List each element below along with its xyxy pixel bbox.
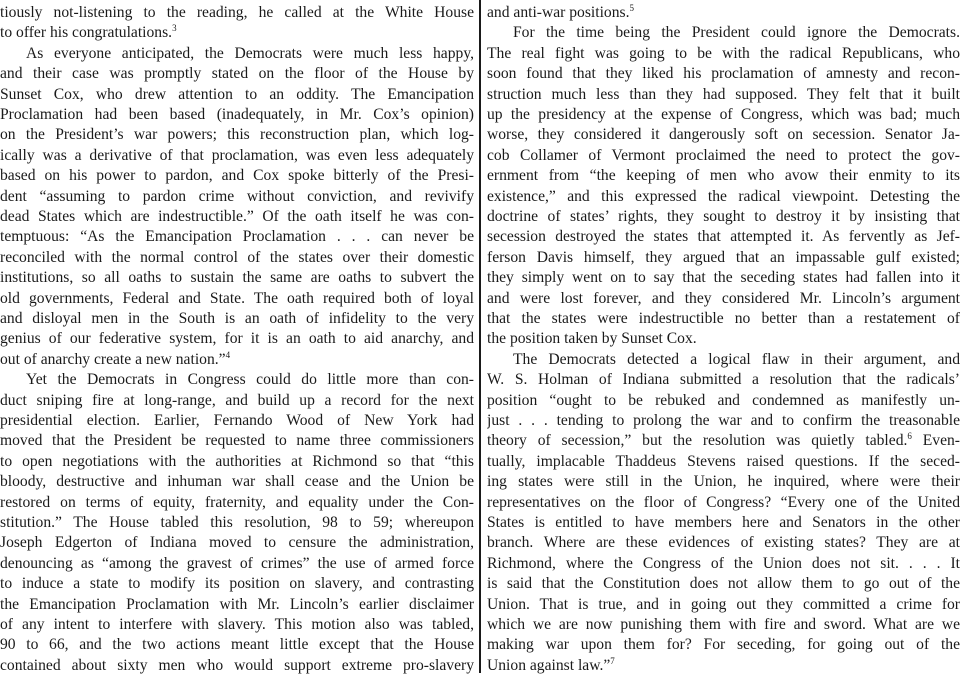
line-text: the position taken by Sunset Cox. bbox=[487, 330, 697, 348]
text-line bbox=[0, 43, 474, 64]
line-text: existence,” and this expressed the radical viewpoint. Detesting the bbox=[487, 187, 960, 205]
line-text: out of anarchy create a new nation.” bbox=[0, 350, 226, 368]
line-text: tiously not-listening to the reading, he called at the White House bbox=[0, 4, 474, 21]
line-text: to open negotiations with the authorities at Richmond so that “this bbox=[0, 452, 474, 470]
text-line bbox=[487, 267, 960, 288]
text-line bbox=[0, 206, 474, 227]
text-line bbox=[487, 43, 960, 64]
text-line bbox=[0, 104, 474, 125]
text-line bbox=[0, 349, 474, 370]
line-text: The Democrats detected a logical flaw in their argument, and bbox=[513, 350, 960, 368]
line-text: temptuous: “As the Emancipation Proclamation . . . can never be bbox=[0, 228, 474, 246]
text-line bbox=[0, 369, 474, 390]
line-text: and were lost forever, and they considered Mr. Lincoln’s argument bbox=[487, 289, 960, 307]
line-text-tail: Even- bbox=[911, 432, 960, 450]
text-line bbox=[0, 267, 474, 288]
text-line bbox=[487, 104, 960, 125]
line-text: making war upon them for? For seceding, for going out of the bbox=[487, 636, 960, 654]
text-line bbox=[487, 532, 960, 553]
text-line bbox=[0, 145, 474, 166]
text-line bbox=[487, 22, 960, 43]
text-line bbox=[487, 84, 960, 105]
line-text: Union against law.” bbox=[487, 656, 611, 674]
text-line bbox=[487, 390, 960, 411]
line-text: theory of secession,” but the resolution was quietly tabled. bbox=[487, 432, 908, 450]
line-text: and anti-war positions. bbox=[487, 4, 630, 21]
text-line bbox=[0, 512, 474, 533]
text-line bbox=[0, 328, 474, 349]
text-line bbox=[0, 532, 474, 553]
line-text: Proclamation had been based (inadequately, in Mr. Cox’s opinion) bbox=[0, 106, 474, 123]
line-text: representatives on the floor of Congress? “Every one of the United bbox=[487, 493, 960, 511]
text-line bbox=[0, 124, 474, 145]
text-line bbox=[0, 492, 474, 513]
line-text: old governments, Federal and State. The oath required both of loyal bbox=[0, 289, 474, 307]
line-text: dent “assuming to pardon crime without conviction, and revivify bbox=[0, 187, 474, 205]
text-line bbox=[487, 349, 960, 370]
line-text: soon found that they liked his proclamation of amnesty and recon- bbox=[487, 65, 960, 83]
line-text: institutions, so all oaths to sustain the same are oaths to subvert the bbox=[0, 269, 474, 287]
line-text: Richmond, where the Congress of the Union does not sit. . . . It bbox=[487, 554, 960, 572]
line-text: genius of our federative system, for it is an oath to aid anarchy, and bbox=[0, 330, 474, 348]
text-line bbox=[487, 471, 960, 492]
line-text: ically was a derivative of that proclamation, was even less adequately bbox=[0, 146, 474, 164]
text-line bbox=[487, 410, 960, 431]
text-line bbox=[0, 410, 474, 431]
text-line bbox=[0, 2, 474, 23]
column-divider bbox=[479, 0, 481, 673]
text-line bbox=[0, 186, 474, 207]
line-text: stitution.” The House tabled this resolution, 98 to 59; whereupon bbox=[0, 514, 474, 531]
line-text: and their case was promptly stated on the floor of the House by bbox=[0, 65, 474, 83]
line-text: struction much less than they had supposed. They felt that it built bbox=[487, 85, 960, 103]
line-text: on the President’s war powers; this reconstruction plan, which log- bbox=[0, 126, 474, 144]
line-text: W. S. Holman of Indiana submitted a resolution that the radicals’ bbox=[487, 371, 960, 389]
line-text: denouncing as “among the gravest of crimes” the use of armed force bbox=[0, 554, 474, 572]
text-line bbox=[0, 288, 474, 309]
text-line bbox=[0, 573, 474, 594]
text-line bbox=[487, 492, 960, 513]
line-text: the Emancipation Proclamation with Mr. Lincoln’s earlier disclaimer bbox=[0, 595, 474, 613]
line-text: ernment from “the keeping of men who avow their enmity to its bbox=[487, 167, 960, 185]
line-text: secession destroyed the states that attempted it. As fervently as Jef- bbox=[487, 228, 960, 246]
line-text: to induce a state to modify its position on slavery, and contrasting bbox=[0, 575, 474, 593]
text-line bbox=[487, 328, 960, 349]
text-line bbox=[487, 288, 960, 309]
text-line bbox=[0, 165, 474, 186]
line-text: 90 to 66, and the two actions meant little except that the House bbox=[0, 636, 474, 654]
text-line bbox=[487, 430, 960, 451]
line-text: of any intent to interfere with slavery. This motion also was tabled, bbox=[0, 616, 474, 633]
line-text: based on his power to pardon, and Cox spoke bitterly of the Presi- bbox=[0, 167, 474, 185]
text-line bbox=[487, 124, 960, 145]
line-text: States is entitled to have members here and Senators in the other bbox=[487, 514, 960, 531]
line-text: is said that the Constitution does not allow them to go out of the bbox=[487, 575, 960, 593]
footnote-marker: 6 bbox=[907, 431, 912, 442]
line-text: to offer his congratulations. bbox=[0, 24, 173, 42]
line-text: For the time being the President could ignore the Democrats. bbox=[513, 24, 960, 42]
text-line bbox=[487, 634, 960, 655]
line-text: Yet the Democrats in Congress could do little more than con- bbox=[26, 371, 474, 389]
text-line bbox=[487, 2, 960, 23]
line-text: position “ought to be rebuked and condemned as manifestly un- bbox=[487, 391, 960, 409]
footnote-marker: 7 bbox=[610, 655, 615, 666]
line-text: which we are now punishing them with fire and sword. What are we bbox=[487, 616, 960, 633]
text-line bbox=[0, 84, 474, 105]
line-text: just . . . tending to prolong the war and to confirm the treasonable bbox=[487, 412, 960, 429]
line-text: As everyone anticipated, the Democrats were much less happy, bbox=[26, 44, 474, 62]
line-text: duct sniping fire at long-range, and build up a record for the next bbox=[0, 391, 474, 409]
left-column bbox=[0, 0, 474, 673]
text-line bbox=[0, 390, 474, 411]
line-text: The real fight was going to be with the radical Republicans, who bbox=[487, 44, 960, 62]
text-line bbox=[487, 553, 960, 574]
line-text: Union. That is true, and in going out they committed a crime for bbox=[487, 595, 960, 613]
text-line bbox=[487, 451, 960, 472]
line-text: dead States which are indestructible.” Of the oath itself he was con- bbox=[0, 208, 474, 225]
footnote-marker: 5 bbox=[629, 2, 634, 13]
text-line bbox=[0, 63, 474, 84]
line-text: contained about sixty men who would support extreme pro-slavery bbox=[0, 656, 474, 674]
right-column bbox=[487, 0, 960, 673]
line-text: cob Collamer of Vermont proclaimed the need to protect the gov- bbox=[487, 146, 960, 164]
line-text: Sunset Cox, who drew attention to an oddity. The Emancipation bbox=[0, 85, 474, 103]
text-line bbox=[0, 247, 474, 268]
line-text: they simply went on to say that the seceding states had fallen into it bbox=[487, 269, 960, 287]
text-line bbox=[0, 308, 474, 329]
text-line bbox=[487, 594, 960, 615]
text-line bbox=[487, 165, 960, 186]
text-line bbox=[0, 471, 474, 492]
line-text: tually, implacable Thaddeus Stevens raised questions. If the seced- bbox=[487, 452, 960, 470]
text-line bbox=[487, 63, 960, 84]
text-line bbox=[487, 308, 960, 329]
text-line bbox=[0, 614, 474, 635]
line-text: that the states were indestructible no better than a restatement of bbox=[487, 310, 960, 327]
text-line bbox=[487, 512, 960, 533]
line-text: doctrine of states’ rights, they sought to destroy it by insisting that bbox=[487, 208, 960, 225]
text-line bbox=[0, 451, 474, 472]
line-text: worse, they considered it dangerously soft on secession. Senator Ja- bbox=[487, 126, 960, 144]
text-line bbox=[0, 22, 474, 43]
line-text: ferson Davis himself, they argued that an impassable gulf existed; bbox=[487, 248, 960, 266]
text-line bbox=[487, 226, 960, 247]
text-line bbox=[0, 594, 474, 615]
text-line bbox=[0, 553, 474, 574]
footnote-marker: 3 bbox=[172, 23, 177, 34]
text-line bbox=[487, 206, 960, 227]
line-text: restored on terms of equity, fraternity, and equality under the Con- bbox=[0, 493, 474, 511]
text-line bbox=[487, 186, 960, 207]
text-line bbox=[487, 369, 960, 390]
line-text: Joseph Edgerton of Indiana moved to censure the administration, bbox=[0, 534, 474, 552]
text-line bbox=[487, 573, 960, 594]
line-text: reconciled with the normal control of the states over their domestic bbox=[0, 248, 474, 266]
text-line bbox=[0, 226, 474, 247]
text-line bbox=[487, 247, 960, 268]
text-line bbox=[0, 634, 474, 655]
line-text: presidential election. Earlier, Fernando Wood of New York had bbox=[0, 412, 474, 429]
line-text: up the presidency at the expense of Congress, which was bad; much bbox=[487, 106, 960, 123]
line-text: bloody, destructive and inhuman war shall cease and the Union be bbox=[0, 473, 474, 491]
line-text: ing states were still in the Union, he inquired, where were their bbox=[487, 473, 960, 491]
footnote-marker: 4 bbox=[225, 349, 231, 360]
line-text: branch. Where are these evidences of existing states? They are at bbox=[487, 534, 960, 552]
text-line bbox=[487, 145, 960, 166]
line-text: and disloyal men in the South is an oath of infidelity to the very bbox=[0, 310, 474, 327]
text-line bbox=[487, 614, 960, 635]
line-text: moved that the President be requested to name three commissioners bbox=[0, 432, 474, 450]
text-line bbox=[0, 430, 474, 451]
